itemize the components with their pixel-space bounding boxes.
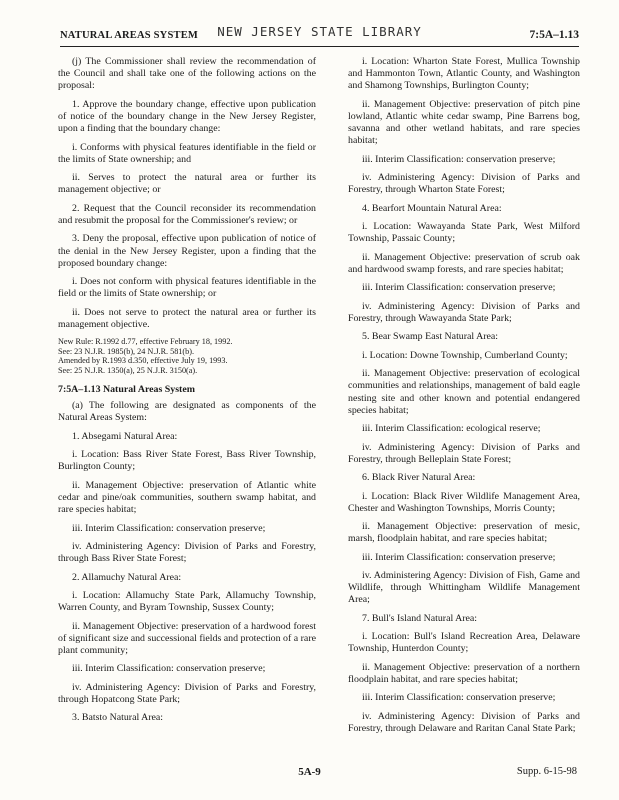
list-item: i. Location: Wharton State Forest, Mullica Township and Hammonton Town, Atlantic County, and Washington and Shamong Townships, Burlington County; bbox=[348, 56, 580, 92]
list-item: iii. Interim Classification: conservation preserve; bbox=[362, 551, 556, 563]
list-item: iv. Administering Agency: Division of Fish, Game and Wildlife, through Whittingham Wildlife Management Area; bbox=[348, 570, 580, 606]
list-item: iii. Interim Classification: conservation preserve; bbox=[72, 522, 266, 534]
list-item: ii. Management Objective: preservation of scrub oak and hardwood swamp forests, and rare species habitat; bbox=[348, 251, 580, 275]
section-heading: 7:5A–1.13 Natural Areas System bbox=[58, 383, 195, 395]
list-item: iii. Interim Classification: conservation preserve; bbox=[362, 282, 556, 294]
library-stamp: NEW JERSEY STATE LIBRARY bbox=[217, 24, 422, 39]
list-item: i. Location: Allamuchy State Park, Allamuchy Township, Warren County, and Byram Township, Sussex County; bbox=[58, 589, 316, 614]
list-item: ii. Management Objective: preservation of a hardwood forest of significant size and successional fields and protection of a rare plant community; bbox=[58, 620, 316, 656]
list-item: ii. Management Objective: preservation of a northern floodplain habitat, and rare species habitat; bbox=[348, 661, 580, 686]
list-item: ii. Management Objective: preservation of pitch pine lowland, Atlantic white cedar swamp, Pine Barrens bog, savanna and other wetland habitats, and rare species habitat; bbox=[348, 98, 580, 147]
list-item: 2. Allamuchy Natural Area: bbox=[72, 571, 182, 583]
history-note: See: 23 N.J.R. 1985(b), 24 N.J.R. 581(b). bbox=[58, 346, 194, 356]
list-item: iv. Administering Agency: Division of Parks and Forestry, through Wawayanda State Park; bbox=[348, 300, 580, 324]
running-header bbox=[60, 22, 579, 47]
list-item: 4. Bearfort Mountain Natural Area: bbox=[362, 202, 502, 214]
list-item: i. Location: Bass River State Forest, Bass River Township, Burlington County; bbox=[58, 449, 316, 473]
paragraph-j-3-i: i. Does not conform with physical features identifiable in the field or the limits of State ownership; or bbox=[58, 276, 316, 300]
paragraph-j-2: 2. Request that the Council reconsider its recommendation and resubmit the proposal for the Commissioner's review; or bbox=[58, 202, 316, 226]
list-item: ii. Management Objective: preservation of ecological communities and relationships, management of bald eagle nesting site and other known and potential endangered species habitat; bbox=[348, 368, 580, 416]
list-item: i. Location: Wawayanda State Park, West Milford Township, Passaic County; bbox=[348, 221, 580, 245]
right-column bbox=[348, 56, 580, 741]
paragraph-j-1-i: i. Conforms with physical features identifiable in the field or the limits of State ownership; and bbox=[58, 141, 316, 165]
paragraph-j-1: 1. Approve the boundary change, effective upon publication of notice of the boundary change in the New Jersey Register, upon a finding that the boundary change: bbox=[58, 98, 316, 135]
list-item: 6. Black River Natural Area: bbox=[362, 472, 476, 484]
paragraph-j-3: 3. Deny the proposal, effective upon publication of notice of the denial in the New Jersey Register, upon a finding that the proposed boundary change: bbox=[58, 233, 316, 269]
list-item: iv. Administering Agency: Division of Parks and Forestry, through Hopatcong State Park; bbox=[58, 681, 316, 705]
header-section-title: NATURAL AREAS SYSTEM bbox=[60, 30, 199, 41]
page-number: 5A-9 bbox=[298, 766, 321, 778]
list-item: ii. Management Objective: preservation of Atlantic white cedar and pine/oak communities, southern swamp habitat, and rare species habitat; bbox=[58, 479, 316, 516]
list-item: iii. Interim Classification: ecological reserve; bbox=[362, 423, 541, 435]
history-note: Amended by R.1993 d.350, effective July 19, 1993. bbox=[58, 356, 228, 366]
list-item: iii. Interim Classification: conservation preserve; bbox=[362, 692, 556, 704]
list-item: i. Location: Downe Township, Cumberland County; bbox=[362, 349, 568, 361]
list-item: i. Location: Bull's Island Recreation Area, Delaware Township, Hunterdon County; bbox=[348, 631, 580, 655]
history-note: New Rule: R.1992 d.77, effective February 18, 1992. bbox=[58, 337, 233, 347]
supplement-date: Supp. 6-15-98 bbox=[516, 766, 577, 777]
paragraph-j: (j) The Commissioner shall review the recommendation of the Council and shall take one of the following actions on the proposal: bbox=[58, 56, 316, 92]
list-item: iii. Interim Classification: conservation preserve; bbox=[362, 153, 556, 165]
list-item: 3. Batsto Natural Area: bbox=[72, 712, 164, 724]
list-item: iv. Administering Agency: Division of Parks and Forestry, through Belleplain State Forest; bbox=[348, 441, 580, 465]
list-item: iv. Administering Agency: Division of Parks and Forestry, through Wharton State Forest; bbox=[348, 172, 580, 196]
list-item: i. Location: Black River Wildlife Management Area, Chester and Washington Townships, Morris County; bbox=[348, 490, 580, 514]
list-item: iv. Administering Agency: Division of Parks and Forestry, through Bass River State Forest; bbox=[58, 540, 316, 565]
list-item: iv. Administering Agency: Division of Parks and Forestry, through Delaware and Raritan Canal State Park; bbox=[348, 710, 580, 735]
history-note: See: 25 N.J.R. 1350(a), 25 N.J.R. 3150(a). bbox=[58, 365, 198, 375]
left-column bbox=[58, 56, 316, 731]
paragraph-j-1-ii: ii. Serves to protect the natural area or further its management objective; or bbox=[58, 172, 316, 196]
header-section-number: 7:5A–1.13 bbox=[529, 29, 579, 41]
list-item: ii. Management Objective: preservation of mesic, marsh, floodplain habitat, and rare species habitat; bbox=[348, 521, 580, 545]
list-item: iii. Interim Classification: conservation preserve; bbox=[72, 663, 266, 675]
list-item: 5. Bear Swamp East Natural Area: bbox=[362, 331, 499, 343]
list-item: 7. Bull's Island Natural Area: bbox=[362, 612, 478, 624]
list-item: 1. Absegami Natural Area: bbox=[72, 430, 178, 442]
section-intro: (a) The following are designated as components of the Natural Areas System: bbox=[58, 400, 316, 424]
paragraph-j-3-ii: ii. Does not serve to protect the natural area or further its management objective. bbox=[58, 306, 316, 330]
